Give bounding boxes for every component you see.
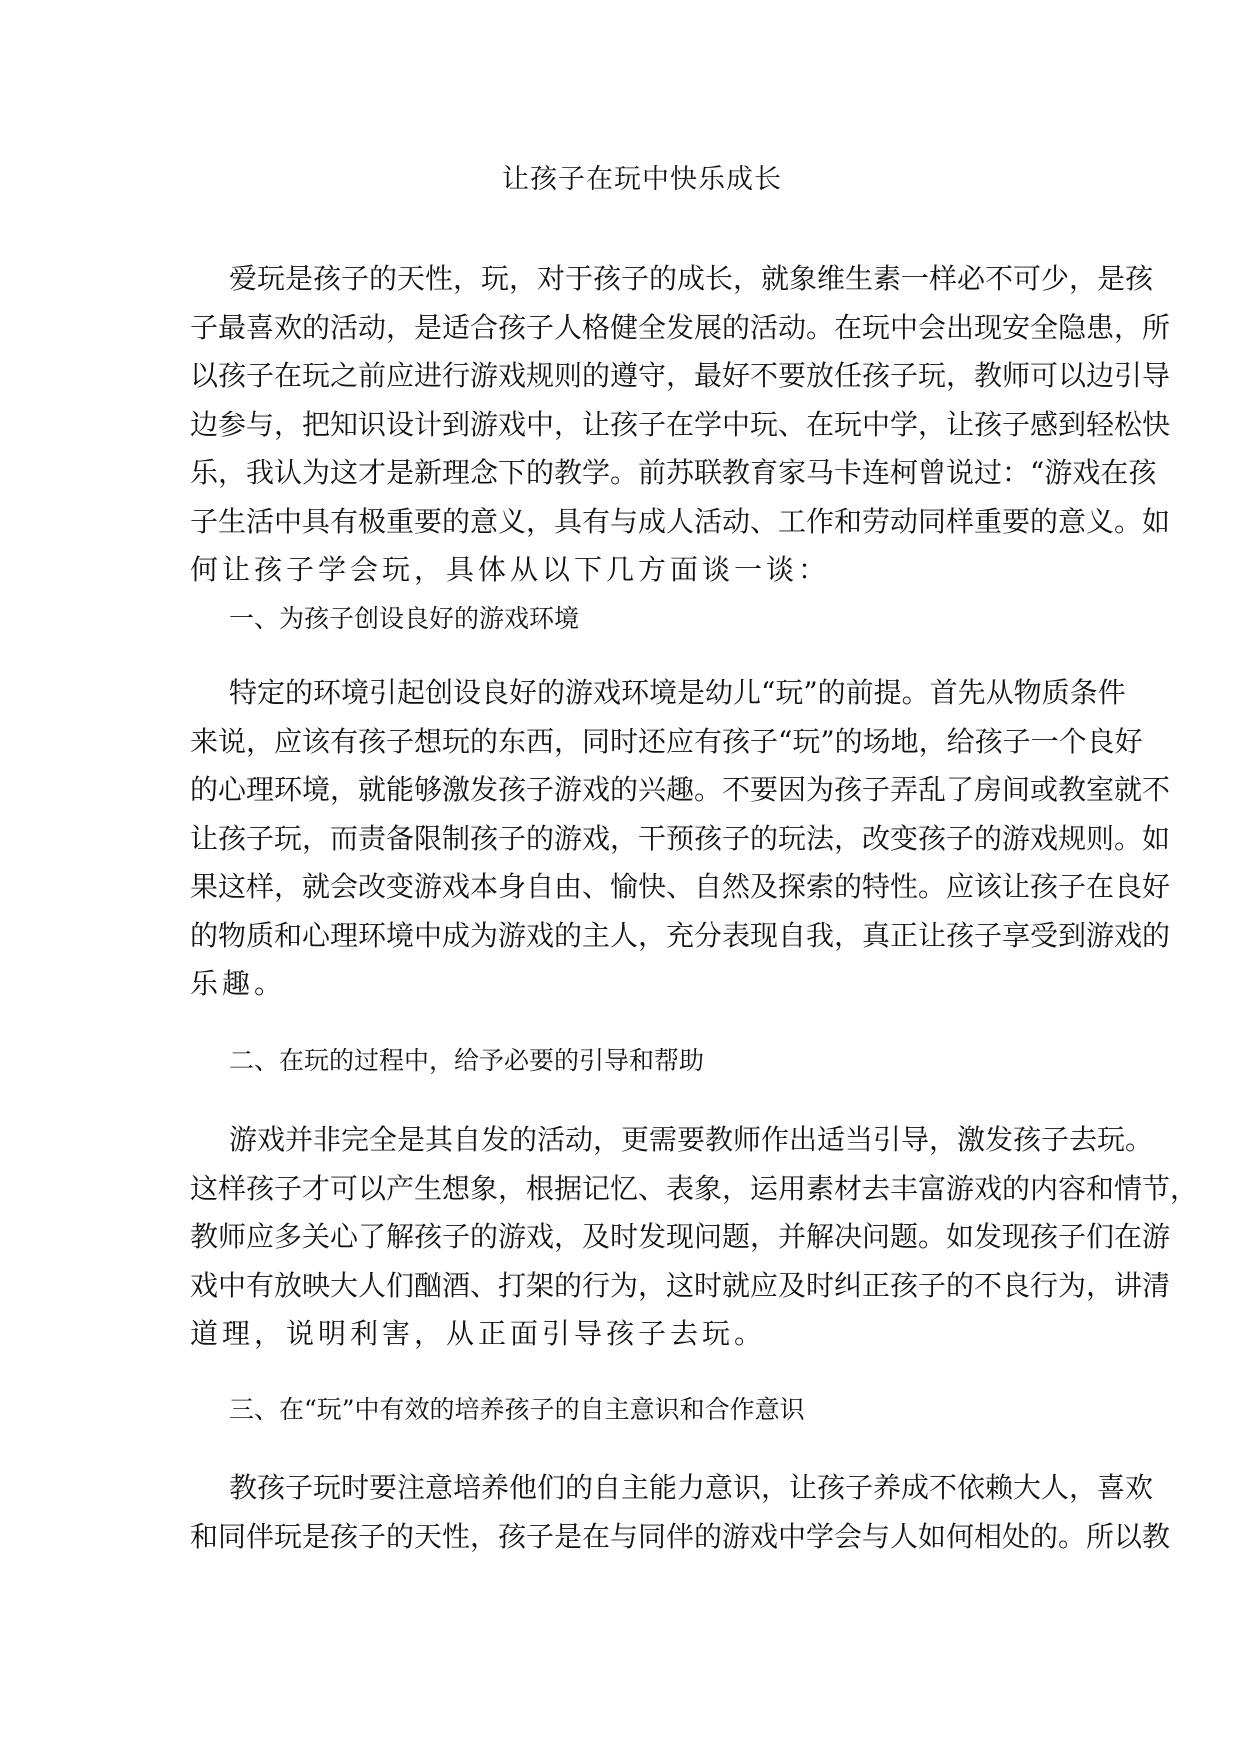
paragraph-line: 果这样，就会改变游戏本身自由、愉快、自然及探索的特性。应该让孩子在良好 — [190, 870, 1171, 903]
paragraph-line: 以孩子在玩之前应进行游戏规则的遵守，最好不要放任孩子玩，教师可以边引导 — [190, 359, 1171, 392]
section-3 — [190, 1386, 1060, 1435]
paragraph-line: 乐趣。 — [190, 967, 287, 1000]
paragraph-line: 让孩子玩，而责备限制孩子的游戏，干预孩子的玩法，改变孩子的游戏规则。如 — [190, 821, 1171, 855]
paragraph-line: 和同伴玩是孩子的天性，孩子是在与同伴的游戏中学会与人如何相处的。所以教 — [190, 1519, 1171, 1553]
section-heading-3: 三、在“玩”中有效的培养孩子的自主意识和合作意识 — [229, 1395, 805, 1424]
paragraph-line: 的心理环境，就能够激发孩子游戏的兴趣。不要因为孩子弄乱了房间或教室就不 — [190, 773, 1171, 806]
paragraph-line: 这样孩子才可以产生想象，根据记忆、表象，运用素材去丰富游戏的内容和情节， — [190, 1171, 1199, 1205]
paragraph-line: 教师应多关心了解孩子的游戏，及时发现问题，并解决问题。如发现孩子们在游 — [190, 1220, 1171, 1253]
paragraph-line: 子最喜欢的活动，是适合孩子人格健全发展的活动。在玩中会出现安全隐患，所 — [190, 310, 1171, 344]
paragraph-line: 何让孩子学会玩，具体从以下几方面谈一谈： — [190, 553, 831, 586]
section-heading-2: 二、在玩的过程中，给予必要的引导和帮助 — [229, 1046, 705, 1075]
section-1-paragraph — [190, 669, 1171, 1009]
paragraph-line: 戏中有放映大人们酗酒、打架的行为，这时就应及时纠正孩子的不良行为，讲清 — [190, 1268, 1171, 1302]
section-2 — [190, 1037, 1060, 1086]
paragraph-line: 来说，应该有孩子想玩的东西，同时还应有孩子“玩”的场地，给孩子一个良好 — [190, 724, 1143, 758]
paragraph-line: 道理，说明利害，从正面引导孩子去玩。 — [190, 1317, 767, 1350]
section-heading-1: 一、为孩子创设良好的游戏环境 — [229, 603, 580, 633]
paragraph-line: 乐，我认为这才是新理念下的教学。前苏联教育家马卡连柯曾说过：“游戏在孩 — [190, 456, 1157, 489]
paragraph-line: 特定的环境引起创设良好的游戏环境是幼儿“玩”的前提。首先从物质条件 — [229, 676, 1126, 709]
section-3-paragraph — [190, 1464, 1171, 1561]
paragraph-line: 边参与，把知识设计到游戏中，让孩子在学中玩、在玩中学，让孩子感到轻松快 — [190, 407, 1171, 441]
paragraph-line: 教孩子玩时要注意培养他们的自主能力意识，让孩子养成不依赖大人，喜欢 — [229, 1471, 1154, 1504]
paragraph-line: 游戏并非完全是其自发的活动，更需要教师作出适当引导，激发孩子去玩。 — [229, 1123, 1154, 1156]
intro-paragraph — [190, 255, 1171, 643]
paragraph-line: 子生活中具有极重要的意义，具有与成人活动、工作和劳动同样重要的意义。如 — [190, 504, 1171, 538]
document-title: 让孩子在玩中快乐成长 — [502, 164, 782, 195]
paragraph-line: 爱玩是孩子的天性，玩，对于孩子的成长，就象维生素一样必不可少，是孩 — [229, 262, 1154, 295]
section-2-paragraph — [190, 1116, 1199, 1359]
paragraph-line: 的物质和心理环境中成为游戏的主人，充分表现自我，真正让孩子享受到游戏的 — [190, 918, 1171, 952]
